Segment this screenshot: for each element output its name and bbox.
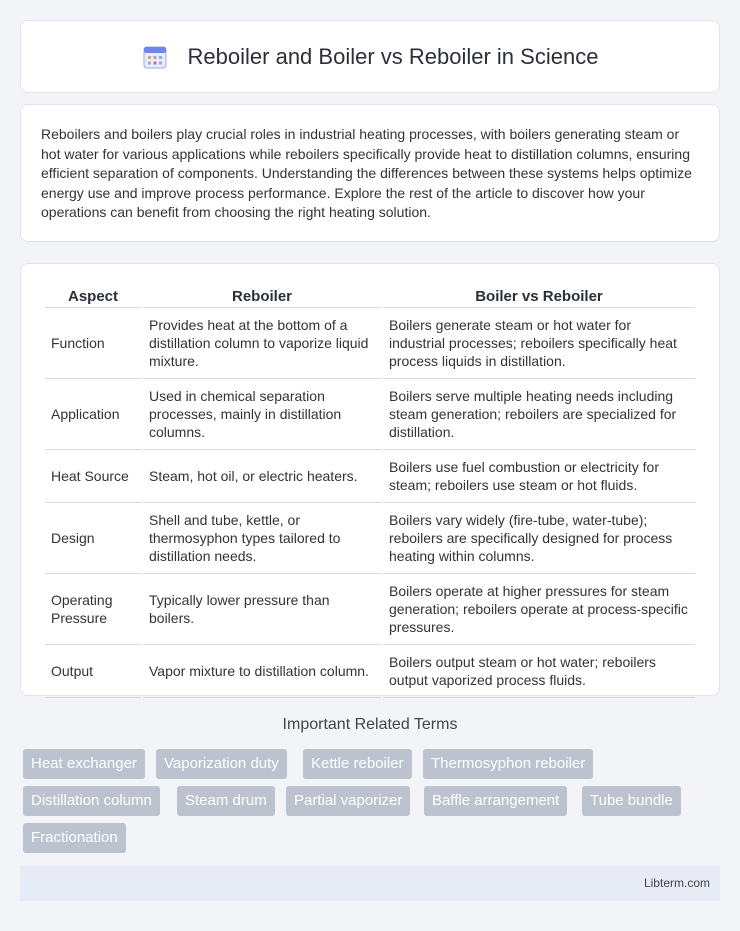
comparison-table-card [20,263,720,696]
table-cell-aspect: Operating Pressure [45,574,141,645]
table-cell-comparison: Boilers vary widely (fire-tube, water-tube); reboilers are specifically designed for process heating within columns. [383,503,695,574]
table-cell-reboiler: Steam, hot oil, or electric heaters. [143,450,381,503]
table-cell-aspect: Output [45,645,141,698]
tag-distillation-column[interactable]: Distillation column [23,786,160,816]
footer-site-link[interactable]: Libterm.com [643,876,710,890]
related-terms-title: Important Related Terms [282,716,458,733]
tag-baffle-arrangement[interactable]: Baffle arrangement [424,786,567,816]
page-title: Reboiler and Boiler vs Reboiler in Science [187,43,599,69]
column-header-reboiler: Reboiler [143,284,381,308]
table-cell-reboiler: Provides heat at the bottom of a distillation column to vaporize liquid mixture. [143,308,381,379]
calendar-grid-icon [142,44,168,70]
table-row [45,379,695,450]
table-cell-comparison: Boilers operate at higher pressures for steam generation; reboilers operate at process-specific pressures. [383,574,695,645]
tag-heat-exchanger[interactable]: Heat exchanger [23,749,145,779]
table-cell-reboiler: Shell and tube, kettle, or thermosyphon types tailored to distillation needs. [143,503,381,574]
table-cell-reboiler: Vapor mixture to distillation column. [143,645,381,698]
table-row [45,450,695,503]
table-cell-comparison: Boilers use fuel combustion or electricity for steam; reboilers use steam or hot fluids. [383,450,695,503]
table-cell-aspect: Design [45,503,141,574]
table-cell-aspect: Heat Source [45,450,141,503]
column-header-aspect: Aspect [45,284,141,308]
tag-vaporization-duty[interactable]: Vaporization duty [156,749,287,779]
tag-tube-bundle[interactable]: Tube bundle [582,786,681,816]
intro-text: Reboilers and boilers play crucial roles in industrial heating processes, with boilers generating steam or hot water for various applications while reboilers specifically provide heat to distillation columns, ensuring efficient separation of components. Understanding the differences between these systems helps optimize energy use and improve process performance. Explore the rest of the article to discover how your operations can benefit from choosing the right heating solution. [41,126,692,220]
table-cell-reboiler: Typically lower pressure than boilers. [143,574,381,645]
table-cell-reboiler: Used in chemical separation processes, mainly in distillation columns. [143,379,381,450]
table-cell-aspect: Function [45,308,141,379]
table-row [45,645,695,698]
table-cell-aspect: Application [45,379,141,450]
tag-kettle-reboiler[interactable]: Kettle reboiler [303,749,412,779]
intro-card [20,104,720,242]
tag-partial-vaporizer[interactable]: Partial vaporizer [286,786,410,816]
table-header-row [45,284,695,308]
table-row [45,574,695,645]
tag-thermosyphon-reboiler[interactable]: Thermosyphon reboiler [423,749,593,779]
table-row [45,503,695,574]
comparison-table [43,284,697,698]
header-card [20,20,720,93]
footer [20,866,720,901]
table-cell-comparison: Boilers generate steam or hot water for industrial processes; reboilers specifically heat process liquids in distillation. [383,308,695,379]
tag-steam-drum[interactable]: Steam drum [177,786,275,816]
column-header-boiler-vs-reboiler: Boiler vs Reboiler [383,284,695,308]
table-cell-comparison: Boilers output steam or hot water; reboilers output vaporized process fluids. [383,645,695,698]
table-row [45,308,695,379]
table-cell-comparison: Boilers serve multiple heating needs including steam generation; reboilers are specialized for distillation. [383,379,695,450]
tag-fractionation[interactable]: Fractionation [23,823,126,853]
